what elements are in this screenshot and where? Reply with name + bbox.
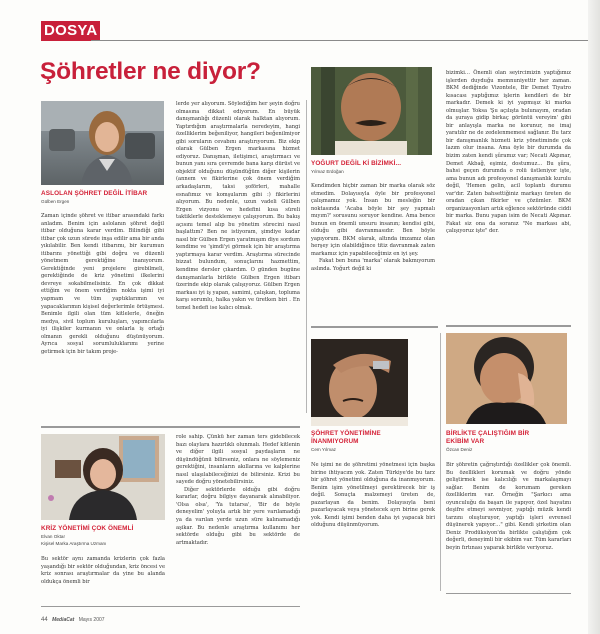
article-text-gulben-col2: lerde yer alıyorum. Söylediğim her şeyin doğru olmasına dikkat ediyorum. En büyük danışmanlığı düzenli olarak halktan alıyorum. Yaptırdığım araştırmalarla neredeyim, hangi özelliklerim beğeniliyor, hangileri beğenilmiyor gibi soruların cevabını araştırıyorum. Biz ekip olarak Gülben Ergen markasına hizmet ediyoruz. Danışman, iletişimci, araştırmacı ve bunun yanı sıra çevremde bana karşı dürüst ve objektif olduğunu düşündüğüm diğer kişilerin (annem ve fikirlerine çok önem verdiğim arkadaşlarım, taksi şoförleri, mahalle esnafımız ve komşularım gibi :) fikirlerini alıyorum. Bu nedenle, uzun vadeli Gülben Ergen vizyonu ve hedefini kısa süreli taktiklerle desteklemeye çalışıyorum. Bu bakış açısını temel alıp bu yönetim sürecini nasıl başlattım? Ben ne istiyoram, şimdiye kadar nasıl bir Gülben Ergen yaratmışım diye sordum kendime ve 'şimdi'yi görmek için bir araştırma yaptırmaya karar verdim. Araştırma sürecinde bizzat bulundum, sonuçlarını hazmettim, kendime dersler çıkardım. O günden bugüne danışmanlarla birlikte Gülben Ergen itibarı üzerinde ekip olarak çalışıyoruz. Gülben Ergen markası iyi iş yapan, samimi, çalışkan, topluma karşı sorumlu, halka yakın ve üretken biri . En temel hedefi ise kalıcı olmak. <box>176 101 300 311</box>
photo-ozcan-deniz <box>446 333 567 424</box>
author-role-elvan: Kişisel Marka Araştırma Uzmanı <box>41 541 107 546</box>
column-divider <box>306 100 307 413</box>
article-title-cem-line1: ŞÖHRET YÖNETİMİNE <box>311 430 381 437</box>
article-title-cem-line2: İNANMIYORUM <box>311 438 359 445</box>
author-name-elvan: Elvan Oktar <box>41 534 65 539</box>
article-title-gulben: ASLOLAN ŞÖHRET DEĞİL İTİBAR <box>41 190 148 197</box>
article-text-elvan-col1: Bu sektör aynı zamanda krizlerin çok fazla yaşandığı bir sektör olduğundan, kriz öncesi ve kriz sonrası araştırmalar da yine bu alanda oldukça önemli bir <box>41 556 165 585</box>
portrait-woman-street-image <box>41 101 164 185</box>
article-text-yilmaz-col1 <box>311 183 435 274</box>
paragraph: role sahip. Çünkü her zaman ters gidebilecek bazı olaylara hazırlıklı olunmalı. Hedef kitlenin ve diğer ilgili sosyal paydaşların ne düşündüğünü bilirseniz, onlara ne söylemeniz gerektiğini, insanların akıllarına ve kalplerine nasıl ulaşılabileceğinizi de bilirsiniz. Krizi bu sayede doğru yönetebilirsiniz. <box>176 434 300 486</box>
portrait-man-mustache-image <box>311 67 432 155</box>
article-text-yilmaz-col2: bizimki… Önemli olan seyircimizin yaptığımız işlerden duyduğu memnuniyettir her zaman. BKM dediğinde Vizontele, Bir Demet Tiyatro kısacası yaptığımız işlerin kendileri de bir markadır. Demek ki iyi yapmışız ki marka olmuşlar. Yoksa 'Şu açılışta bulunayım, oradan da şuraya gidip birkaç görüntü vereyim' gibi bir anlayışla marka ne korunur, ne imaj yaratılır ne de zedelenmemesi sağlanır. Bu tarz bir danışmanlık hizmeti kriz yönetiminde çok lazım olur insana. Ama öyle bir durumda da bizim zaten kendi şûramız var; Necati Akpınar, Demet Akbağ, eşimiz, dostumuz… Bu şûra, bahsi geçen durumda o rolü üstleniyor işte, ama bunun adı profesyonel danışmanlık kurulu değil, 'Hemen gelin, acil toplantı durumu var'dır. Zaten bahsettiğiniz markayı üreten de oradan çıkan fikirler ve çözümler. BKM organizasyonları artık eğlence sektöründe ciddi bir marka. Bunu yapan isim de Necati Akpınar. Fakat siz ona da soranız "Ne markası abi, çalışıyoruz işte" der. <box>446 70 571 235</box>
author-name-gulben: Gülben Ergen <box>41 199 70 204</box>
author-name-yilmaz: Yılmaz Erdoğan <box>311 169 344 174</box>
page-footer <box>41 617 105 623</box>
paragraph: Fakat ben buna 'marka' olarak bakmıyorum aslında. Yoğurt değil ki <box>311 258 435 273</box>
article-title-yilmaz: YOĞURT DEĞİL Kİ BİZİMKİ... <box>311 160 402 167</box>
footer-divider <box>41 606 300 607</box>
section-divider <box>446 593 571 594</box>
photo-cem-yilmaz <box>311 339 408 426</box>
section-tag: DOSYA <box>41 21 100 41</box>
article-title-ozcan-line1: BİRLİKTE ÇALIŞTIĞIM BİR <box>446 430 530 437</box>
page-number: 44 <box>41 617 48 623</box>
article-text-ozcan: Bir şöhretin çağrıştırdığı özellikler çok önemli. Bu özellikleri korumak ve doğru yönde geliştirmek ise kalıcılığı ve markalaşmayı sağlar. Benim de korumam gereken özelliklerim var. Örneğin "Şarkıcı ama oyunculuğu da başarı ile yapıyor, özel hayatını deşifre etmeyi sevmiyor, yaptığı müzik kendi tarzını oluşturuyor, yaptığı işleri evrensel düşünerek yapıyor…" gibi. Kendi şirketim olan Deniz Prodüksiyon'da birlikte çalıştığım çok değerli, deneyimli bir ekibim var. Tüm kararları beyin fırtınası yaparak birlikte veriyoruz. <box>446 462 571 552</box>
article-text-elvan-col2 <box>176 434 300 547</box>
author-name-ozcan: Özcan Deniz <box>446 447 473 452</box>
section-divider <box>311 326 438 328</box>
article-text-gulben-col1: Zaman içinde şöhret ve itibar arasındaki farkı anladım. Benim için aslolanın şöhret değil itibar olduğuna karar verdim. Bilindiği gibi itibar çok uzun sürede inşa edilir ama bir anda yıkılabilir. Ben kendi itibarımı, bir kurumun itibarını yönettiği gibi doğru ve düzenli yönetmem gerektiğine inanıyorum. Gerektiğinde yeni projelere girebilmeli, gerektiğinde de kriz yönetimi ilkelerini devreye sokabilmelisiniz. En çok dikkat ettiğim ve önem verdiğim nokta işimi iyi yapmam ve tüm yaptıklarımın ve yapacaklarımın kişisel değerlerimle örtüşmesi. Benimle ilgili olan tüm kitlelerle, öneğin medya, sivil toplum kuruluşları, yapımcılarla iyi ilişkiler kurmanın ve onlarla iş ortağı olmanın gerekli olduğunu düşünüyorum. Ayrıca sosyal sorumluluklarımı yerine getirmek için bir takım proje- <box>41 213 164 355</box>
section-divider <box>91 40 600 41</box>
article-title-elvan: KRİZ YÖNETİMİ ÇOK ÖNEMLİ <box>41 525 134 532</box>
author-name-cem: Cem Yılmaz <box>311 447 336 452</box>
portrait-man-hand-on-cheek-image <box>446 333 567 424</box>
column-divider <box>440 333 441 591</box>
page-headline: Şöhretler ne diyor? <box>40 58 261 85</box>
photo-gulben-ergen <box>41 101 164 185</box>
article-text-cem: Ne işimi ne de şöhretimi yönetmesi için başka birine ihtiyacım yok. Zaten Türkiye'de bu tarz bir şöhret yönetimi olduğuna da inanmıyorum. Benim işim yönetilmeyi gerektirecek bir iş değil. Sonuçta malzemeyi üreten de, pazarlayan da benim. Dolayısıyla beni pazarlayacak veya yönetecek ayrı birine gerek yok. Kendi işimi benden daha iyi yapacak biri olduğunu düşünmüyorum. <box>311 462 435 529</box>
portrait-man-hand-on-head-image <box>311 339 408 426</box>
issue-date: Mayıs 2007 <box>78 617 105 623</box>
section-divider <box>41 426 300 428</box>
paragraph: Kendimden hiçbir zaman bir marka olarak söz etmedim. Dolayısıyla öyle bir profesyonel çalışmamız yok. İnsan bu mesleğin bir noktasında 'Acaba böyle bir şey yapmalı mıyım?' sorusunu soruyor kendine. Ama bence bunun en önemli unsuru insanın; kendisi gibi, olduğu gibi davranmasıdır. Ben böyle yapıyorum. BKM olarak, altında imzamız olan herşey için olabildiğince titiz davranmak zaten markamız için yapabileceğimiz en iyi şey. <box>311 183 435 257</box>
article-title-ozcan-line2: EKİBİM VAR <box>446 438 485 445</box>
magazine-name: MediaCat <box>52 617 75 623</box>
photo-yilmaz-erdogan <box>311 67 432 155</box>
photo-elvan-oktar <box>41 434 165 520</box>
section-divider <box>446 325 571 327</box>
page-edge-shadow <box>588 0 600 634</box>
paragraph: Diğer sektörlerde olduğu gibi doğru kararlar, doğru bilgiye dayanarak alınabiliyor. 'Olsa olsa', 'Ya tutarsa', 'Bir de böyle deneyelim' yoluyla artık bir yere varılamadığı ya da varılan yerde uzun süre kalınamadığı aşikar. Bu nedenle araştırma kullanımı her sektörde olduğu gibi bu sektörde de artmaktadır. <box>176 486 300 546</box>
portrait-woman-indoors-image <box>41 434 165 520</box>
